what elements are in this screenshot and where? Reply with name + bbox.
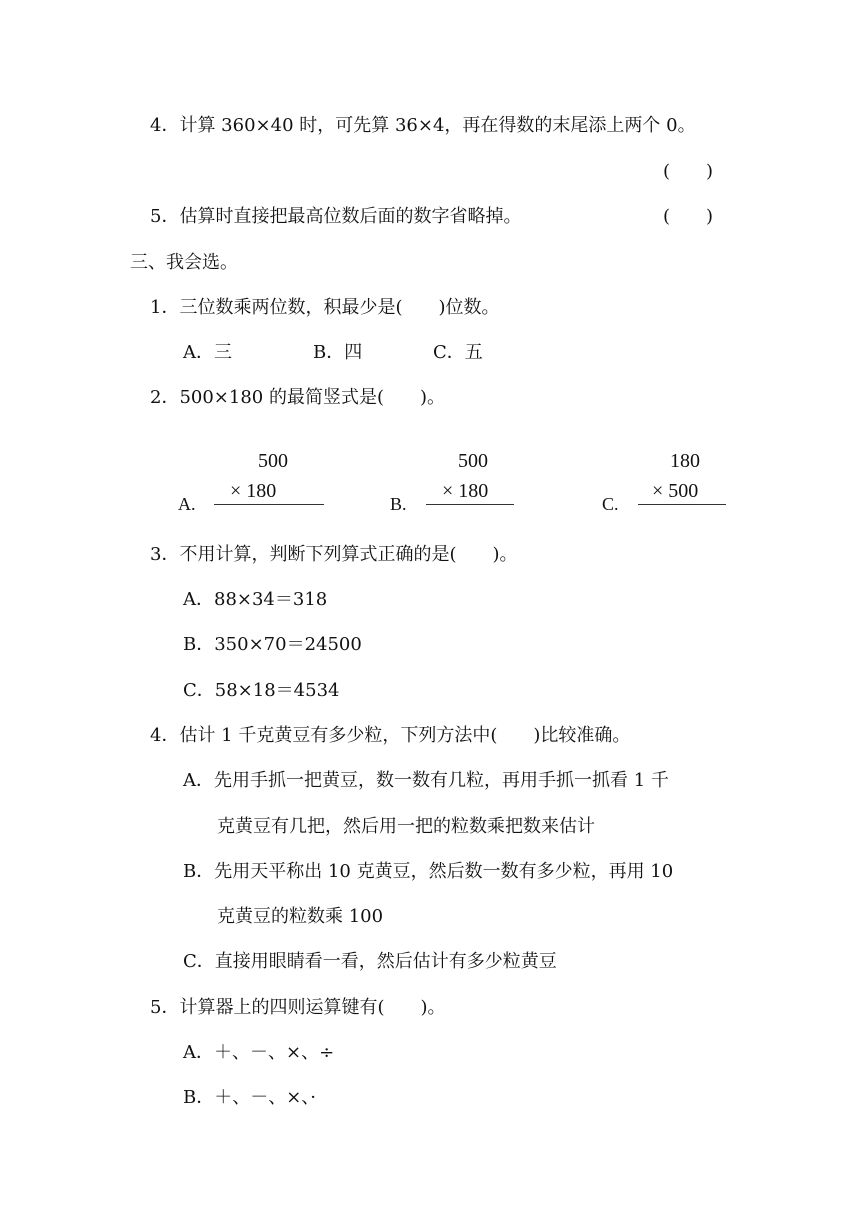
choice-q4-stem: 4．估计 1 千克黄豆有多少粒，下列方法中( )比较准确。 — [150, 725, 631, 746]
option-label: B. — [390, 494, 407, 514]
judge-q4-answer-blank[interactable]: ( ) — [663, 161, 714, 182]
judge-q4-text: 4．计算 360×40 时，可先算 36×4，再在得数的末尾添上两个 0。 — [150, 115, 696, 136]
option-label: C. — [602, 494, 619, 514]
multiplier: × 180 — [230, 480, 277, 502]
multiplier: × 500 — [652, 480, 699, 502]
choice-q1-stem: 1．三位数乘两位数，积最少是( )位数。 — [150, 297, 500, 318]
choice-q5-stem: 5．计算器上的四则运算键有( )。 — [150, 997, 446, 1018]
choice-q3-stem: 3．不用计算，判断下列算式正确的是( )。 — [150, 544, 518, 565]
vertical-rule — [638, 504, 726, 505]
choice-q1-option-b[interactable]: B．四 — [313, 342, 363, 363]
vertical-rule — [426, 504, 514, 505]
choice-q3-option-a[interactable]: A．88×34＝318 — [183, 589, 328, 610]
multiplier: × 180 — [442, 480, 489, 502]
judge-q5-answer-blank[interactable]: ( ) — [663, 206, 714, 227]
choice-q2-option-a[interactable] — [178, 448, 328, 518]
multiplicand: 180 — [670, 450, 700, 472]
choice-q2-option-c[interactable] — [602, 448, 752, 518]
option-label: A. — [178, 494, 196, 514]
judge-q5-text: 5．估算时直接把最高位数后面的数字省略掉。 — [150, 206, 522, 227]
multiplicand: 500 — [258, 450, 288, 472]
option-line: 克黄豆有几把，然后用一把的粒数乘把数来估计 — [217, 816, 595, 837]
choice-q1-option-a[interactable]: A．三 — [183, 342, 232, 363]
option-line: A．先用手抓一把黄豆，数一数有几粒，再用手抓一抓看 1 千 — [183, 770, 669, 791]
choice-q5-option-b[interactable]: B．＋、－、×、· — [183, 1087, 317, 1108]
choice-q5-option-a[interactable]: A．＋、－、×、÷ — [183, 1042, 335, 1063]
multiplicand: 500 — [458, 450, 488, 472]
choice-q3-option-b[interactable]: B．350×70＝24500 — [183, 634, 362, 655]
choice-q4-option-c[interactable]: C．直接用眼睛看一看，然后估计有多少粒黄豆 — [183, 951, 557, 972]
choice-q3-option-c[interactable]: C．58×18＝4534 — [183, 680, 340, 701]
choice-q2-stem: 2．500×180 的最简竖式是( )。 — [150, 387, 446, 408]
option-line: B．先用天平称出 10 克黄豆，然后数一数有多少粒，再用 10 — [183, 861, 674, 882]
option-line: 克黄豆的粒数乘 100 — [217, 906, 384, 927]
section3-heading: 三、我会选。 — [130, 252, 238, 273]
choice-q1-option-c[interactable]: C．五 — [433, 342, 483, 363]
choice-q2-option-b[interactable] — [390, 448, 540, 518]
vertical-rule — [214, 504, 324, 505]
